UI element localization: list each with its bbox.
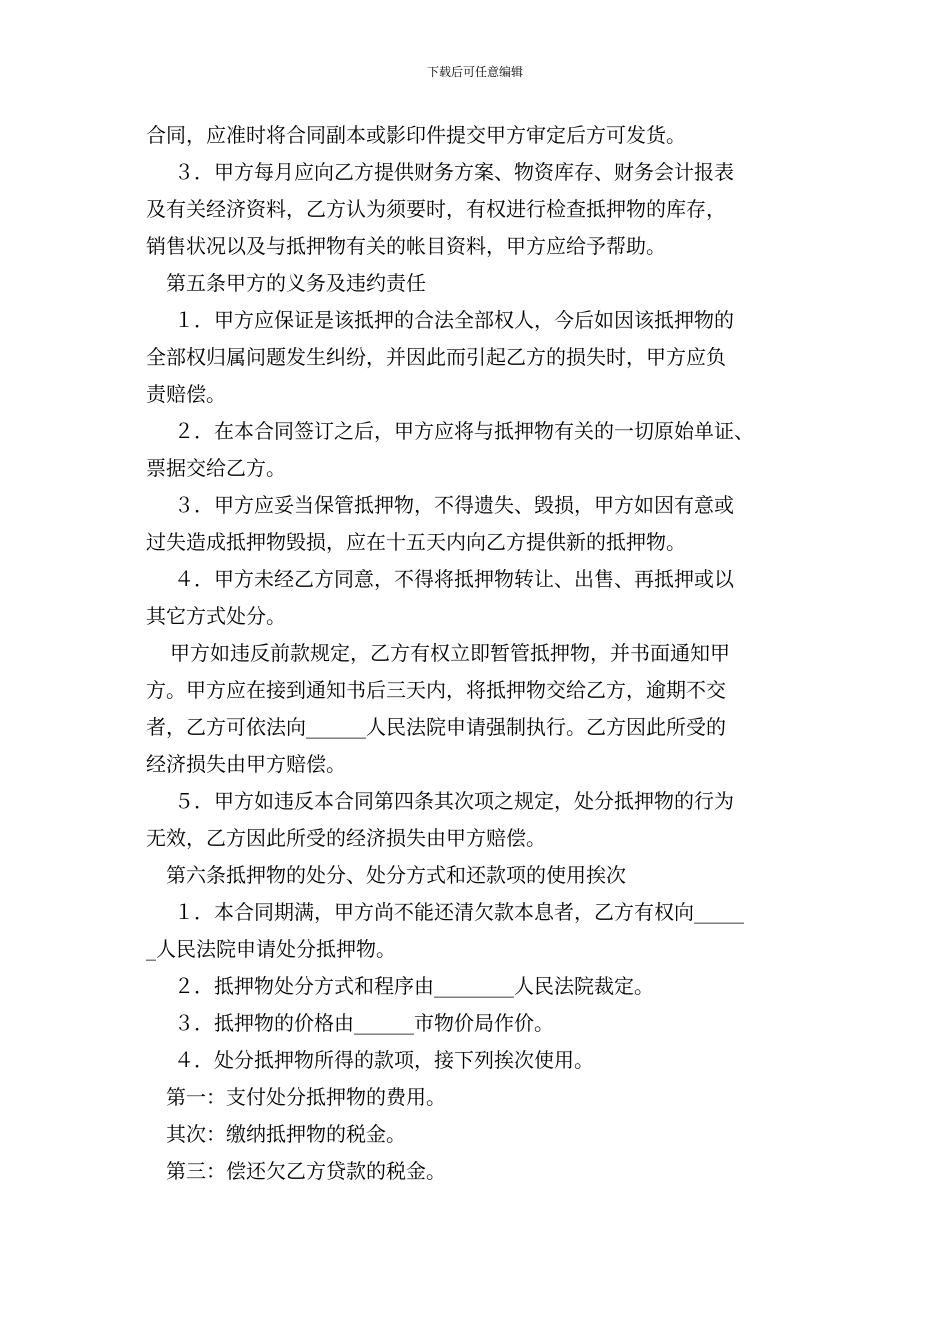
text-line: 无效，乙方因此所受的经济损失由甲方赔偿。 [146, 826, 546, 850]
text-line: 方。甲方应在接到通知书后三天内，将抵押物交给乙方，逾期不交 [146, 678, 726, 702]
page-header: 下载后可任意编辑 [426, 65, 523, 79]
text-line: ４．甲方未经乙方同意，不得将抵押物转让、出售、再抵押或以 [174, 567, 734, 591]
text-line: 者，乙方可依法向______人民法院申请强制执行。乙方因此所受的 [146, 715, 726, 739]
text-line: ３．甲方每月应向乙方提供财务方案、物资库存、财务会计报表 [174, 160, 734, 184]
text-line: 第六条抵押物的处分、处分方式和还款项的使用挨次 [166, 863, 626, 887]
text-line: １．甲方应保证是该抵押的合法全部权人，今后如因该抵押物的 [174, 308, 734, 332]
text-line: 第一：支付处分抵押物的费用。 [166, 1085, 446, 1109]
text-line: 甲方如违反前款规定，乙方有权立即暂管抵押物，并书面通知甲 [170, 641, 730, 665]
text-line: 过失造成抵押物毁损，应在十五天内向乙方提供新的抵押物。 [146, 530, 686, 554]
text-line: 经济损失由甲方赔偿。 [146, 752, 346, 776]
text-line: 合同，应准时将合同副本或影印件提交甲方审定后方可发货。 [146, 123, 686, 147]
text-line: 票据交给乙方。 [146, 456, 286, 480]
text-line: １．本合同期满，甲方尚不能还清欠款本息者，乙方有权向_____ [174, 900, 744, 924]
text-line: 及有关经济资料，乙方认为须要时，有权进行检查抵押物的库存， [146, 197, 726, 221]
text-line: 销售状况以及与抵押物有关的帐目资料，甲方应给予帮助。 [146, 234, 666, 258]
text-line: ５．甲方如违反本合同第四条其次项之规定，处分抵押物的行为 [174, 789, 734, 813]
text-line: ２．在本合同签订之后，甲方应将与抵押物有关的一切原始单证、 [174, 419, 754, 443]
text-line: ４．处分抵押物所得的款项，接下列挨次使用。 [174, 1048, 594, 1072]
text-line: 责赔偿。 [146, 382, 226, 406]
text-line: ２．抵押物处分方式和程序由________人民法院裁定。 [174, 974, 654, 998]
text-line: 其它方式处分。 [146, 604, 286, 628]
text-line: 全部权归属问题发生纠纷，并因此而引起乙方的损失时，甲方应负 [146, 345, 726, 369]
text-line: 其次：缴纳抵押物的税金。 [166, 1122, 406, 1146]
document-body [146, 117, 816, 1190]
text-line: 第三：偿还欠乙方贷款的税金。 [166, 1159, 446, 1183]
text-line: ３．甲方应妥当保管抵押物，不得遗失、毁损，甲方如因有意或 [174, 493, 734, 517]
text-line: _人民法院申请处分抵押物。 [146, 937, 396, 961]
text-line: ３．抵押物的价格由______市物价局作价。 [174, 1011, 554, 1035]
text-line: 第五条甲方的义务及违约责任 [166, 271, 426, 295]
